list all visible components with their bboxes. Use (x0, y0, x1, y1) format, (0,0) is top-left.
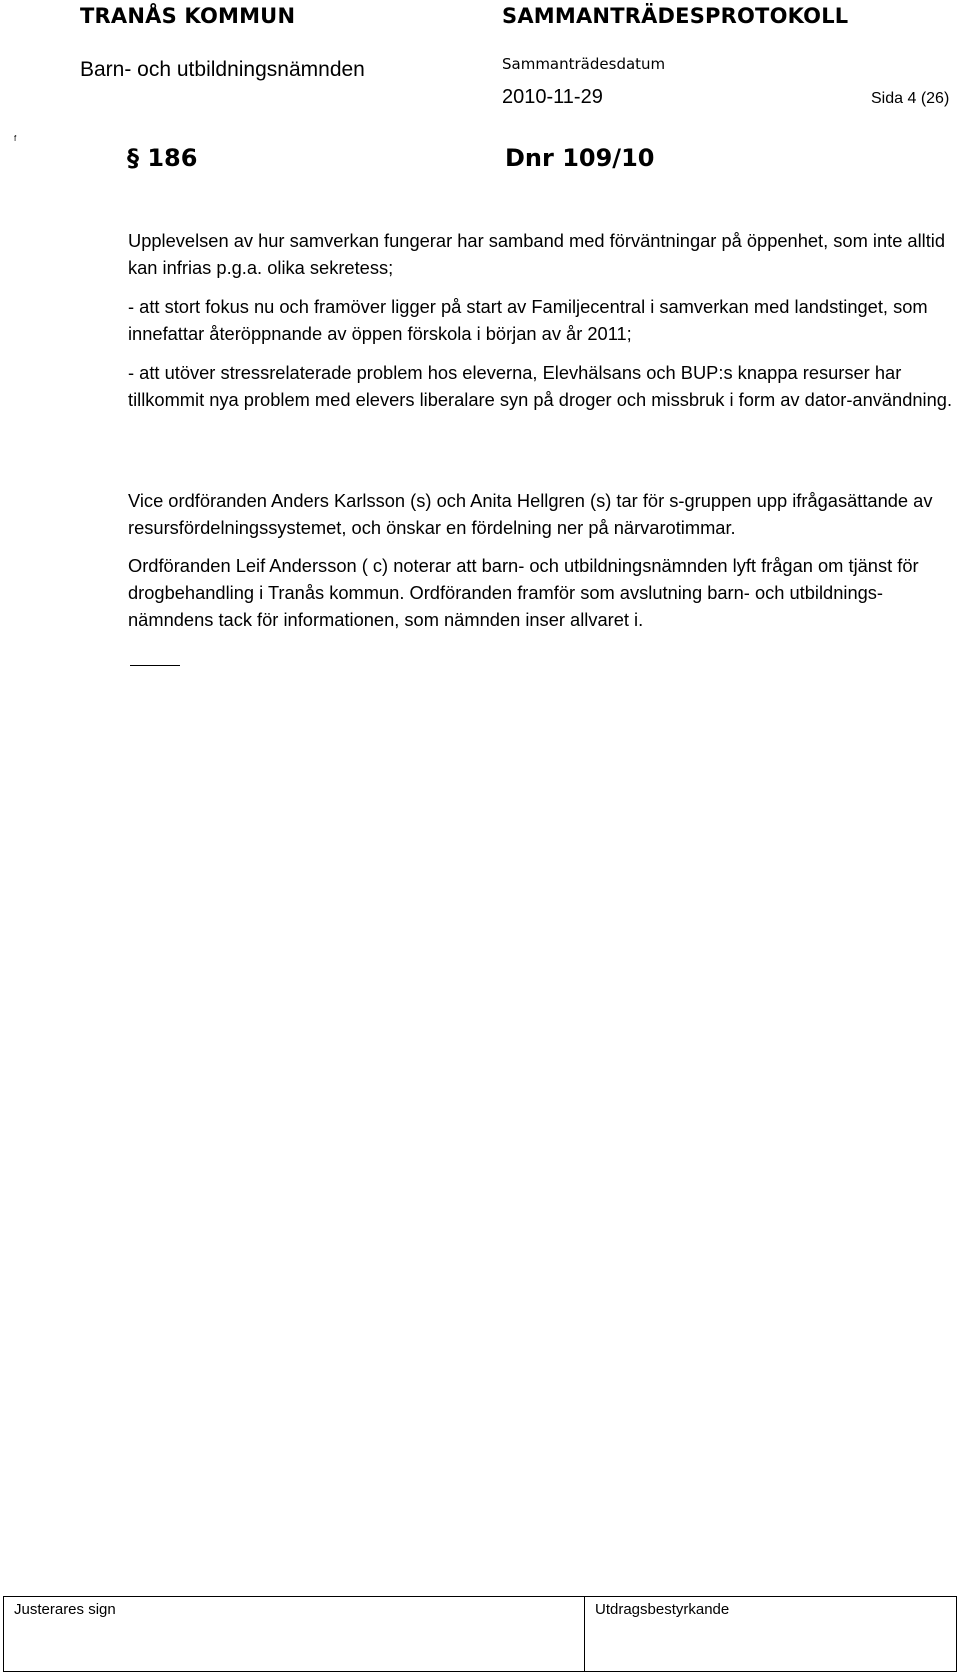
extract-label: Utdragsbestyrkande (595, 1601, 730, 1618)
signature-footer (3, 1596, 957, 1672)
meeting-date: 2010-11-29 (502, 86, 603, 108)
section-end-rule (130, 665, 180, 666)
paragraph-text: Ordföranden Leif Andersson ( c) noterar att barn- och utbildningsnämnden lyft frågan om tjänst för drogbehandling i Tranås kommun. Ordföranden framför som avslutning barn- och utbildnings-nämndens tack för informationen, som nämnden inser allvaret i. (128, 555, 919, 630)
paragraph-student-problems (128, 359, 958, 413)
registration-number: Dnr 109/10 (505, 144, 655, 172)
paragraph-text: Upplevelsen av hur samverkan fungerar har samband med förväntningar på öppenhet, som inte alltid kan infrias p.g.a. olika sekretess; (128, 230, 946, 278)
section-number: § 186 (127, 144, 198, 172)
signature-box (4, 1597, 585, 1672)
margin-mark: f (14, 134, 17, 143)
signature-label: Justerares sign (14, 1601, 116, 1618)
paragraph-vice-chairman (128, 487, 958, 541)
paragraph-text: - att utöver stressrelaterade problem hos eleverna, Elevhälsans och BUP:s knappa resurser har tillkommit nya problem med elevers liberalare syn på droger och missbruk i form av dator-användning. (128, 362, 953, 410)
page-number: Sida 4 (26) (871, 90, 950, 107)
paragraph-text: - att stort fokus nu och framöver ligger på start av Familjecentral i samverkan med landstinget, som innefattar återöppnande av öppen förskola i början av år 2011; (128, 296, 928, 344)
paragraph-family-center (128, 293, 958, 347)
organization-name: TRANÅS KOMMUN (80, 4, 296, 28)
extract-box (585, 1597, 957, 1672)
paragraph-text: Vice ordföranden Anders Karlsson (s) och Anita Hellgren (s) tar för s-gruppen upp ifrågasättande av resursfördelningssystemet, och önskar en fördelning ner på närvarotimmar. (128, 490, 933, 538)
paragraph-experience (128, 227, 958, 281)
paragraph-chairman (128, 552, 958, 633)
meeting-date-label: Sammanträdesdatum (502, 55, 666, 73)
committee-name: Barn- och utbildningsnämnden (80, 58, 365, 81)
document-type-title: SAMMANTRÄDESPROTOKOLL (502, 4, 849, 28)
